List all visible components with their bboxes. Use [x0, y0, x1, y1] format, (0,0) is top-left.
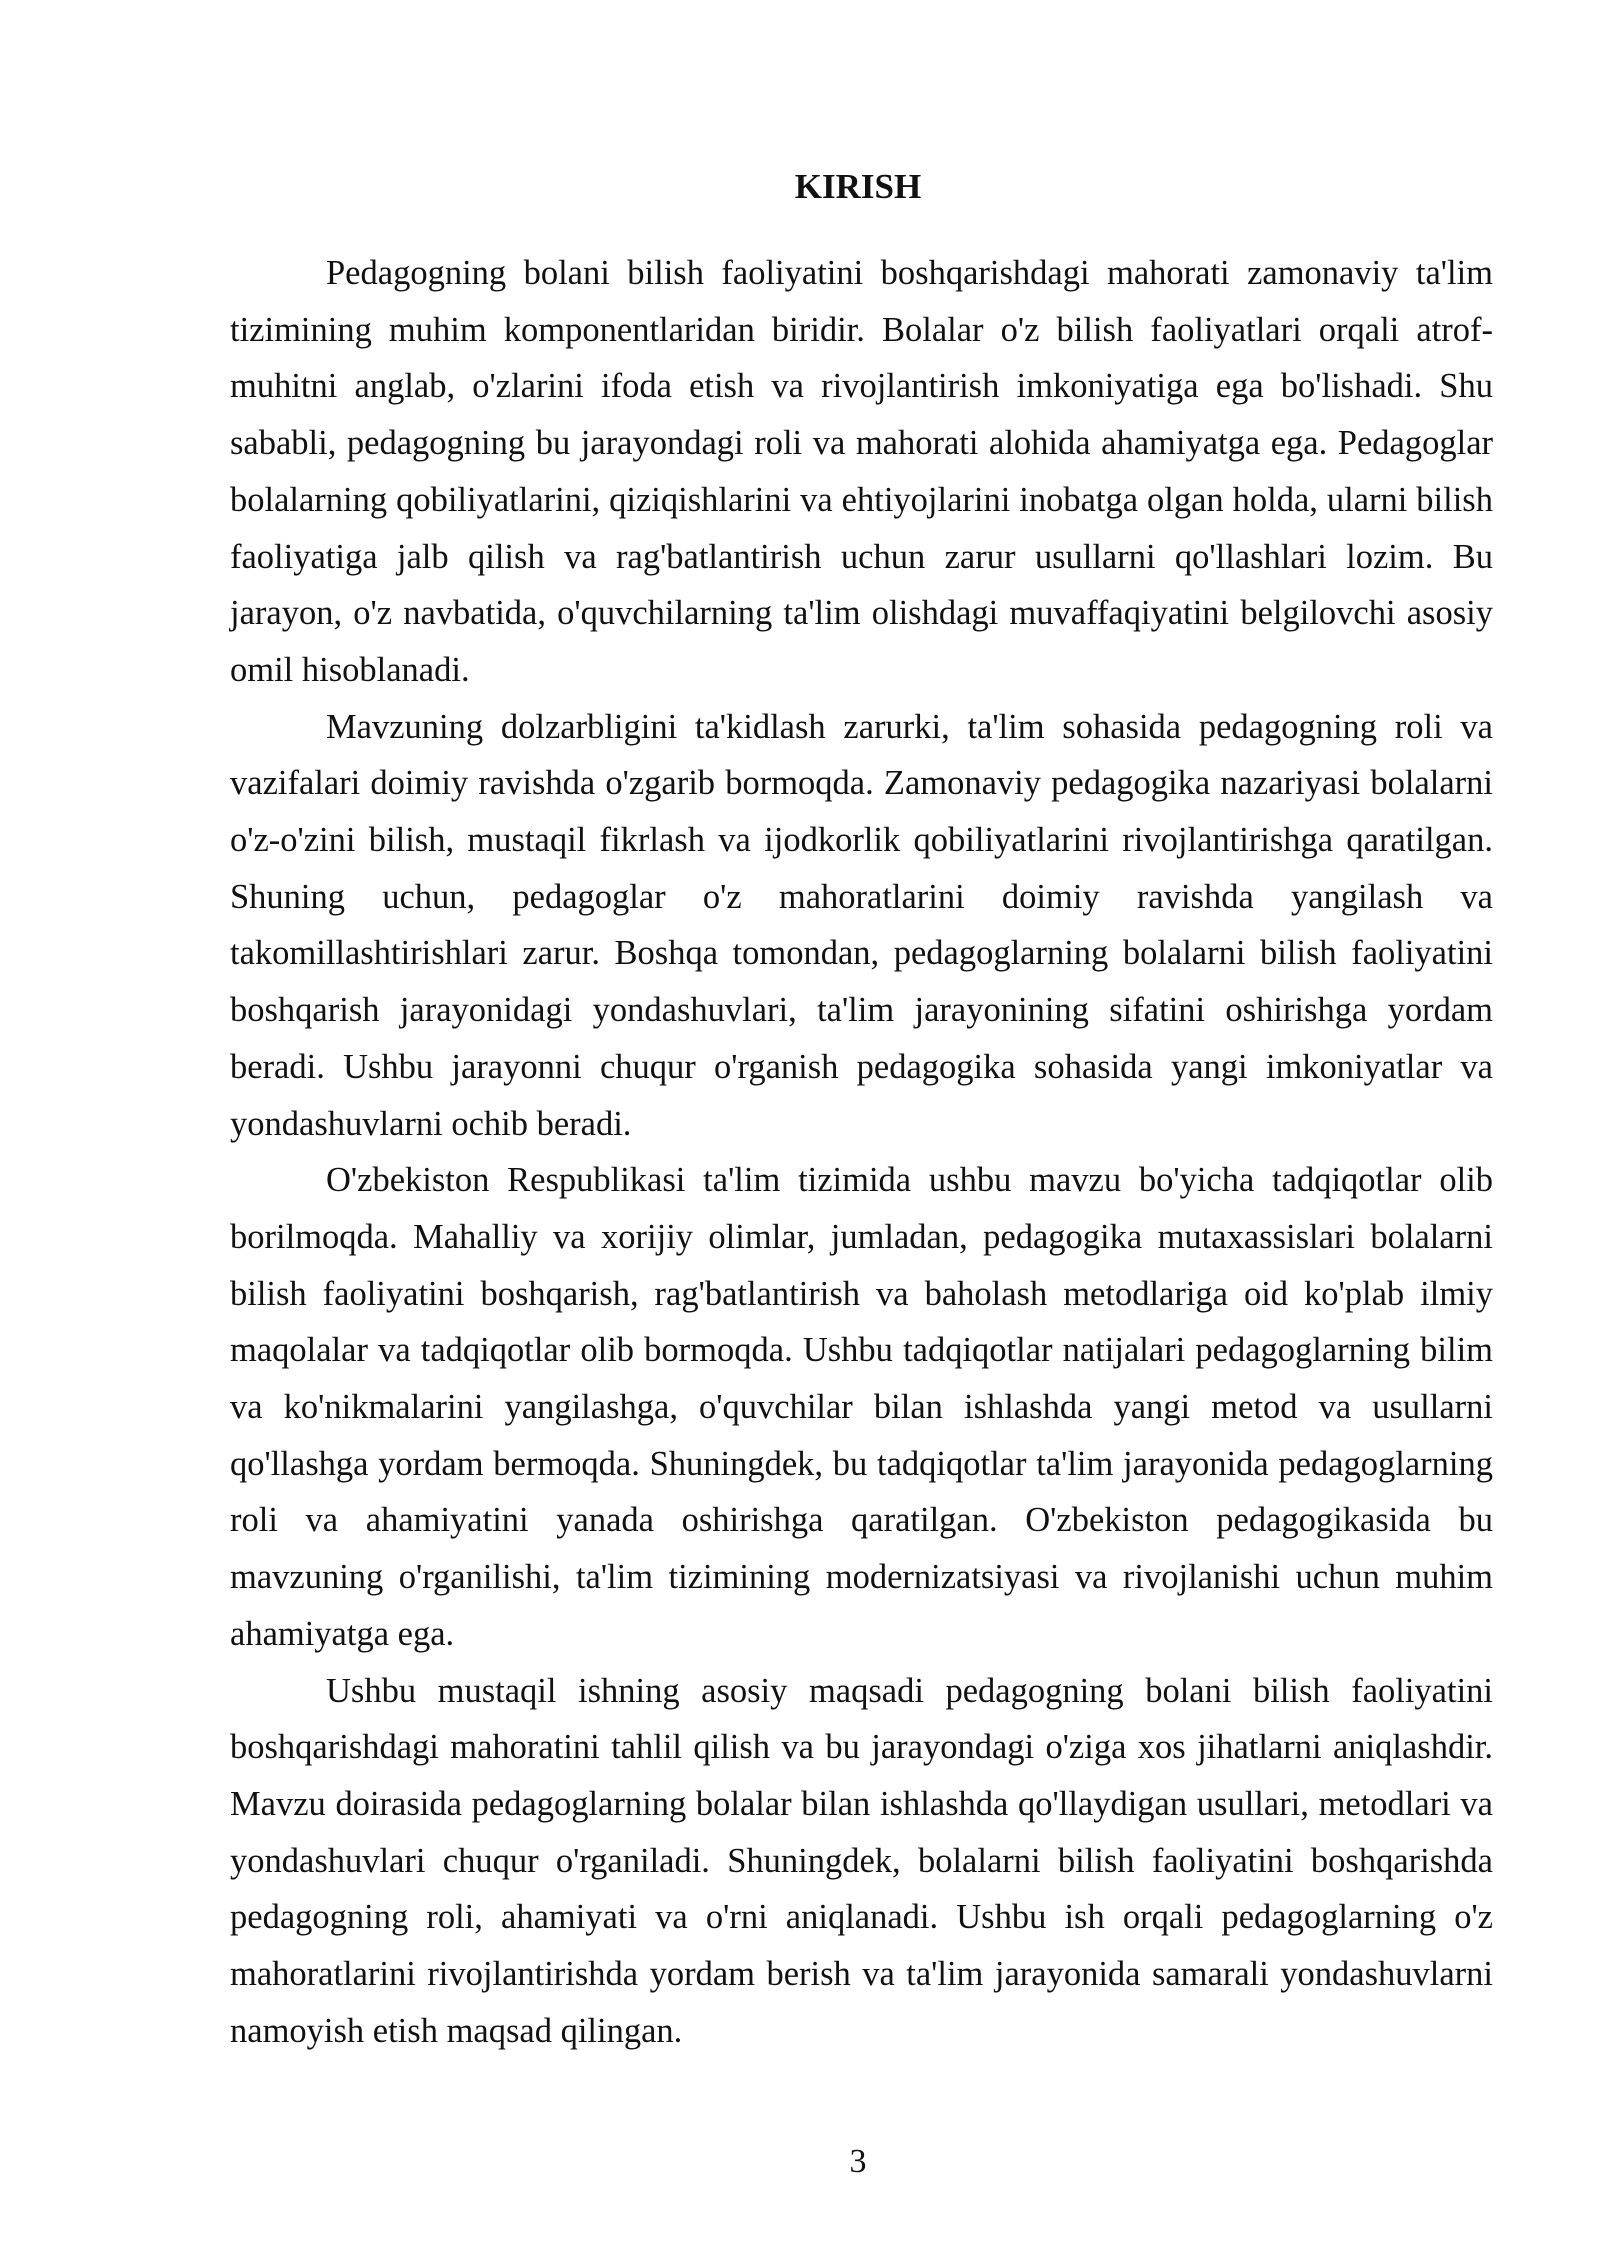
- body-text: [230, 245, 1493, 2060]
- paragraph-purpose: Ushbu mustaqil ishning asosiy maqsadi pedagogning bolani bilish faoliyatini boshqarishdagi mahoratini tahlil qilish va bu jarayondagi o'ziga xos jihatlarni aniqlashdir. Mavzu doirasida pedagoglarning bolalar bilan ishlashda qo'llaydigan usullari, metodlari va yondashuvlari chuqur o'rganiladi. Shuningdek, bolalarni bilish faoliyatini boshqarishda pedagogning roli, ahamiyati va o'rni aniqlanadi. Ushbu ish orqali pedagoglarning o'z mahoratlarini rivojlantirishda yordam berish va ta'lim jarayonida samarali yondashuvlarni namoyish etish maqsad qilingan.: [230, 1671, 1493, 2050]
- paragraph-introduction: Pedagogning bolani bilish faoliyatini boshqarishdagi mahorati zamonaviy ta'lim tizimining muhim komponentlaridan biridir. Bolalar o'z bilish faoliyatlari orqali atrof-muhitni anglab, o'zlarini ifoda etish va rivojlantirish imkoniyatiga ega bo'lishadi. Shu sababli, pedagogning bu jarayondagi roli va mahorati alohida ahamiyatga ega. Pedagoglar bolalarning qobiliyatlarini, qiziqishlarini va ehtiyojlarini inobatga olgan holda, ularni bilish faoliyatiga jalb qilish va rag'batlantirish uchun zarur usullarni qo'llashlari lozim. Bu jarayon, o'z navbatida, o'quvchilarning ta'lim olishdagi muvaffaqiyatini belgilovchi asosiy omil hisoblanadi.: [230, 254, 1493, 689]
- paragraph-research-review: O'zbekiston Respublikasi ta'lim tizimida ushbu mavzu bo'yicha tadqiqotlar olib borilmoqda. Mahalliy va xorijiy olimlar, jumladan, pedagogika mutaxassislari bolalarni bilish faoliyatini boshqarish, rag'batlantirish va baholash metodlariga oid ko'plab ilmiy maqolalar va tadqiqotlar olib bormoqda. Ushbu tadqiqotlar natijalari pedagoglarning bilim va ko'nikmalarini yangilashga, o'quvchilar bilan ishlashda yangi metod va usullarni qo'llashga yordam bermoqda. Shuningdek, bu tadqiqotlar ta'lim jarayonida pedagoglarning roli va ahamiyatini yanada oshirishga qaratilgan. O'zbekiston pedagogikasida bu mavzuning o'rganilishi, ta'lim tizimining modernizatsiyasi va rivojlanishi uchun muhim ahamiyatga ega.: [230, 1161, 1493, 1653]
- paragraph-relevance: Mavzuning dolzarbligini ta'kidlash zarurki, ta'lim sohasida pedagogning roli va vazifalari doimiy ravishda o'zgarib bormoqda. Zamonaviy pedagogika nazariyasi bolalarni o'z-o'zini bilish, mustaqil fikrlash va ijodkorlik qobiliyatlarini rivojlantirishga qaratilgan. Shuning uchun, pedagoglar o'z mahoratlarini doimiy ravishda yangilash va takomillashtirishlari zarur. Boshqa tomondan, pedagoglarning bolalarni bilish faoliyatini boshqarish jarayonidagi yondashuvlari, ta'lim jarayonining sifatini oshirishga yordam beradi. Ushbu jarayonni chuqur o'rganish pedagogika sohasida yangi imkoniyatlar va yondashuvlarni ochib beradi.: [230, 707, 1493, 1143]
- page-number: 3: [849, 2143, 867, 2180]
- section-title: KIRISH: [794, 167, 922, 206]
